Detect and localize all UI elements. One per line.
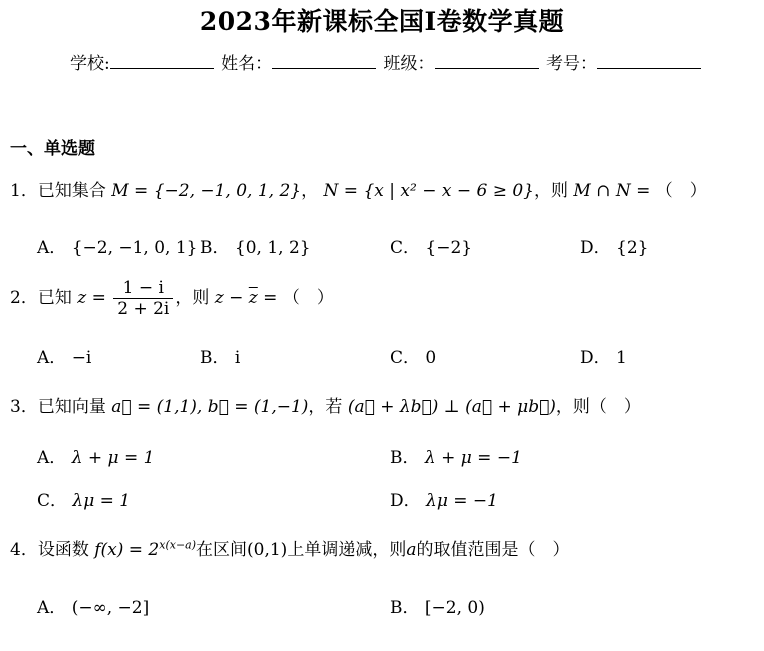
q4-function: f(x) = 2 <box>94 540 160 560</box>
q1-set-m: M = {−2, −1, 0, 1, 2} <box>111 181 302 201</box>
class-label: 班级： <box>383 54 435 74</box>
option-text: [−2, 0) <box>424 598 485 618</box>
page-title: 2023年新课标全国Ⅰ卷数学真题 <box>199 7 565 36</box>
option-label: B． <box>390 598 420 618</box>
q3-vectors: a⃗ = (1,1), b⃗ = (1,−1) <box>111 397 309 417</box>
student-info-line <box>70 49 703 74</box>
option-text: 0 <box>425 348 437 368</box>
name-blank <box>272 54 376 69</box>
option-text: {−2} <box>425 238 473 258</box>
option-label: D． <box>390 491 421 511</box>
option-label: A． <box>37 238 67 258</box>
question-2 <box>10 278 334 319</box>
q1-option-a <box>37 233 198 258</box>
q1-sep: ， <box>301 181 319 201</box>
q2-expr-zbar: $\overline{z}$ <box>248 288 258 308</box>
q1-paren: （ ） <box>655 181 707 201</box>
class-blank <box>435 54 539 69</box>
q4-mid: 在区间 <box>196 540 248 560</box>
q1-prefix: 已知集合 <box>37 181 106 201</box>
q3-suffix: ，则（ ） <box>555 397 641 417</box>
q2-paren: （ ） <box>282 288 334 308</box>
exam-no-blank <box>597 54 701 69</box>
q4-option-a <box>37 593 149 618</box>
q2-z-eq: z = <box>77 288 106 308</box>
option-label: B． <box>200 238 230 258</box>
option-text: 1 <box>616 348 627 368</box>
q4-prefix: 设函数 <box>37 540 89 560</box>
option-text: −i <box>71 348 92 368</box>
q4-suffix: 的取值范围是（ ） <box>416 540 570 560</box>
question-1 <box>10 176 707 201</box>
q1-number: 1． <box>10 181 38 201</box>
q2-prefix: 已知 <box>37 288 72 308</box>
q2-option-c <box>390 343 436 368</box>
option-text: λμ = −1 <box>426 491 498 511</box>
q1-option-c <box>390 233 472 258</box>
q2-denominator: 2 + 2i <box>117 299 170 319</box>
q1-option-d <box>580 233 649 258</box>
q4-mid2: 上单调递减，则 <box>287 540 407 560</box>
name-label: 姓名： <box>221 54 273 74</box>
q1-option-b <box>200 233 311 258</box>
q2-expr-eq: = <box>257 288 278 308</box>
school-blank <box>110 54 214 69</box>
q3-condition: (a⃗ + λb⃗) ⊥ (a⃗ + μb⃗) <box>347 397 556 417</box>
q4-number: 4． <box>10 540 38 560</box>
q3-prefix: 已知向量 <box>37 397 106 417</box>
q1-suffix: ，则 <box>534 181 568 201</box>
option-label: A． <box>37 348 67 368</box>
q1-set-n: N = {x | x² − x − 6 ≥ 0} <box>323 181 534 201</box>
option-text: λμ = 1 <box>72 491 131 511</box>
option-text: {0, 1, 2} <box>234 238 311 258</box>
q2-fraction <box>113 278 173 319</box>
school-label: 学校: <box>70 54 110 74</box>
q4-interval: (0,1) <box>247 540 288 560</box>
option-label: C． <box>37 491 68 511</box>
option-label: B． <box>390 448 420 468</box>
q3-option-a <box>37 443 154 468</box>
q1-expression: M ∩ N = <box>573 181 651 201</box>
exam-no-label: 考号： <box>545 54 597 74</box>
option-label: D． <box>580 348 611 368</box>
q2-option-a <box>37 343 91 368</box>
q2-suffix: ，则 <box>175 288 210 308</box>
option-label: A． <box>37 448 67 468</box>
question-4 <box>10 535 569 560</box>
q3-mid: ，若 <box>308 397 343 417</box>
option-label: C． <box>390 348 421 368</box>
q2-option-d <box>580 343 627 368</box>
option-label: C． <box>390 238 421 258</box>
q2-number: 2． <box>10 288 38 308</box>
option-label: D． <box>580 238 611 258</box>
q4-exponent: x(x−a) <box>159 538 197 552</box>
option-text: {−2, −1, 0, 1} <box>71 238 198 258</box>
option-text: {2} <box>616 238 649 258</box>
q2-expr-z: z − <box>214 288 249 308</box>
q2-numerator: 1 − i <box>113 278 173 299</box>
option-label: A． <box>37 598 67 618</box>
q3-option-d <box>390 486 498 511</box>
q3-option-c <box>37 486 130 511</box>
q3-number: 3． <box>10 397 38 417</box>
option-text: λ + μ = 1 <box>71 448 155 468</box>
option-text: (−∞, −2] <box>71 598 150 618</box>
q2-option-b <box>200 343 240 368</box>
option-label: B． <box>200 348 230 368</box>
q3-option-b <box>390 443 522 468</box>
option-text: λ + μ = −1 <box>424 448 522 468</box>
q4-var: a <box>406 540 417 560</box>
section-heading: 一、单选题 <box>10 139 95 159</box>
question-3 <box>10 392 641 417</box>
option-text: i <box>234 348 241 368</box>
q4-option-b <box>390 593 485 618</box>
